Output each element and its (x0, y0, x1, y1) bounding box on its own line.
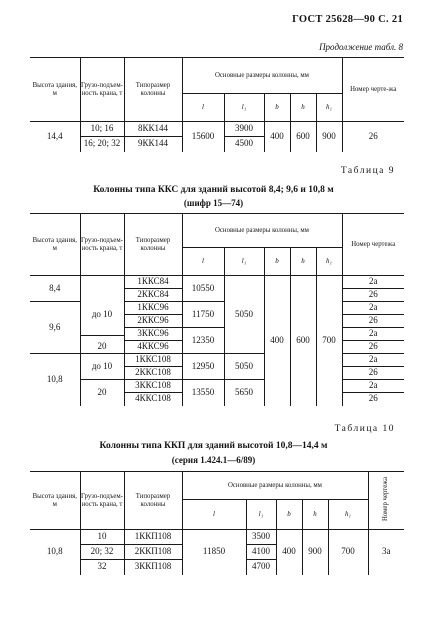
cell-l1: 4700 (246, 560, 276, 575)
cell-crane: 20 (80, 380, 124, 406)
col-crane: Грузо-подъем-ность крана, т (80, 58, 124, 122)
col-h1: h₁ (316, 248, 342, 276)
cell-height: 10,8 (30, 530, 80, 575)
cell-drawing: 2а (342, 302, 404, 315)
table-10-title: Колонны типа ККП для зданий высотой 10,8—14,4 м (99, 441, 328, 451)
table-10 (30, 471, 404, 575)
cell-h: 900 (302, 530, 328, 575)
cell-h1: 700 (328, 530, 368, 575)
cell-b: 400 (264, 276, 290, 406)
col-l1: l₁ (246, 500, 276, 530)
col-b: b (276, 500, 302, 530)
cell-size: 3ККП108 (124, 560, 182, 575)
cell-height: 10,8 (30, 354, 80, 406)
cell-h: 600 (290, 276, 316, 406)
cell-l1: 5050 (224, 276, 264, 354)
col-main-dims: Основные размеры колонны, мм (182, 472, 368, 500)
table-8 (30, 57, 404, 152)
table-9-caption: Таблица 9 (340, 166, 395, 176)
cell-l1: 3500 (246, 530, 276, 545)
cell-drawing: 2а (342, 380, 404, 393)
cell-l: 12350 (182, 328, 224, 354)
cell-size: 9КК144 (124, 137, 182, 152)
cell-drawing: 2а (342, 276, 404, 289)
table-9-title: Колонны типа ККС для зданий высотой 8,4; 9,6 и 10,8 м (93, 185, 334, 195)
col-h: h (290, 94, 316, 122)
cell-size: 3ККС96 (124, 328, 182, 341)
cell-drawing: 3а (368, 530, 404, 575)
col-drawing (368, 472, 404, 530)
col-h: h (290, 248, 316, 276)
col-h1: h₁ (316, 94, 342, 122)
cell-l1: 3900 (224, 122, 264, 137)
col-height: Высота здания, м (30, 214, 80, 276)
cell-crane: 10; 16 (80, 122, 124, 137)
cell-drawing: 26 (342, 289, 404, 302)
cell-crane: 10 (80, 530, 124, 545)
cell-crane: 32 (80, 560, 124, 575)
col-drawing: Номер черте-жа (342, 58, 404, 122)
cell-l1: 4500 (224, 137, 264, 152)
cell-l1: 4100 (246, 545, 276, 560)
col-b: b (264, 248, 290, 276)
cell-drawing: 26 (342, 122, 404, 152)
cell-b: 400 (264, 122, 290, 152)
cell-crane: 20; 32 (80, 545, 124, 560)
cell-drawing: 26 (342, 341, 404, 354)
cell-l: 10550 (182, 276, 224, 302)
cell-crane: до 10 (80, 276, 124, 354)
cell-size: 2ККС108 (124, 367, 182, 380)
cell-drawing: 26 (342, 393, 404, 406)
col-h: h (302, 500, 328, 530)
cell-size: 2ККС84 (124, 289, 182, 302)
cell-size: 4ККС108 (124, 393, 182, 406)
col-b: b (264, 94, 290, 122)
cell-size: 8КК144 (124, 122, 182, 137)
cell-h1: 900 (316, 122, 342, 152)
col-size: Типоразмер колонны (124, 214, 182, 276)
cell-size: 1ККС108 (124, 354, 182, 367)
cell-l: 15600 (182, 122, 224, 152)
cell-size: 1ККП108 (124, 530, 182, 545)
cell-drawing: 2а (342, 328, 404, 341)
table-10-subtitle: (серия 1.424.1—6/89) (171, 455, 256, 465)
cell-height: 14,4 (30, 122, 80, 152)
cell-l1: 5050 (224, 354, 264, 380)
col-size: Типоразмер колонны (124, 58, 182, 122)
continuation-note: Продолжение табл. 8 (319, 42, 403, 52)
col-l: l (182, 500, 246, 530)
cell-size: 1ККС84 (124, 276, 182, 289)
cell-drawing: 2а (342, 354, 404, 367)
cell-drawing: 26 (342, 315, 404, 328)
cell-l1: 5650 (224, 380, 264, 406)
col-l: l (182, 94, 224, 122)
cell-size: 2ККС96 (124, 315, 182, 328)
cell-height: 9,6 (30, 302, 80, 354)
table-10-caption: Таблица 10 (334, 424, 395, 434)
col-l1: l₁ (224, 94, 264, 122)
table-9 (30, 213, 404, 406)
cell-size: 2ККП108 (124, 545, 182, 560)
cell-size: 1ККС96 (124, 302, 182, 315)
cell-l: 13550 (182, 380, 224, 406)
col-height: Высота здания, м (30, 58, 80, 122)
cell-crane: до 10 (80, 354, 124, 380)
col-drawing-label: Номер чертежа (382, 477, 390, 522)
cell-size: 4ККС96 (124, 341, 182, 354)
col-crane: Грузо-подъем-ность крана, т (80, 472, 124, 530)
cell-crane: 16; 20; 32 (80, 137, 124, 152)
cell-crane: 20 (97, 341, 107, 351)
cell-l: 11850 (182, 530, 246, 575)
cell-drawing: 26 (342, 367, 404, 380)
col-l1: l₁ (224, 248, 264, 276)
col-drawing: Номер чертежа (342, 214, 404, 276)
crane-divider (80, 335, 124, 336)
cell-l: 12950 (182, 354, 224, 380)
table-9-subtitle: (шифр 15—74) (183, 198, 244, 208)
cell-b: 400 (276, 530, 302, 575)
col-height: Высота здания, м (30, 472, 80, 530)
col-main-dims: Основные размеры колонны, мм (182, 214, 342, 248)
col-size: Типоразмер колонны (124, 472, 182, 530)
col-l: l (182, 248, 224, 276)
col-main-dims: Основные размеры колонны, мм (182, 58, 342, 94)
cell-l: 11750 (182, 302, 224, 328)
col-h1: h₁ (328, 500, 368, 530)
cell-size: 3ККС108 (124, 380, 182, 393)
cell-h: 600 (290, 122, 316, 152)
cell-h1: 700 (316, 276, 342, 406)
col-crane: Грузо-подъем-ность крана, т (80, 214, 124, 276)
cell-height: 8,4 (30, 276, 80, 302)
page-header: ГОСТ 25628—90 С. 21 (292, 14, 403, 25)
